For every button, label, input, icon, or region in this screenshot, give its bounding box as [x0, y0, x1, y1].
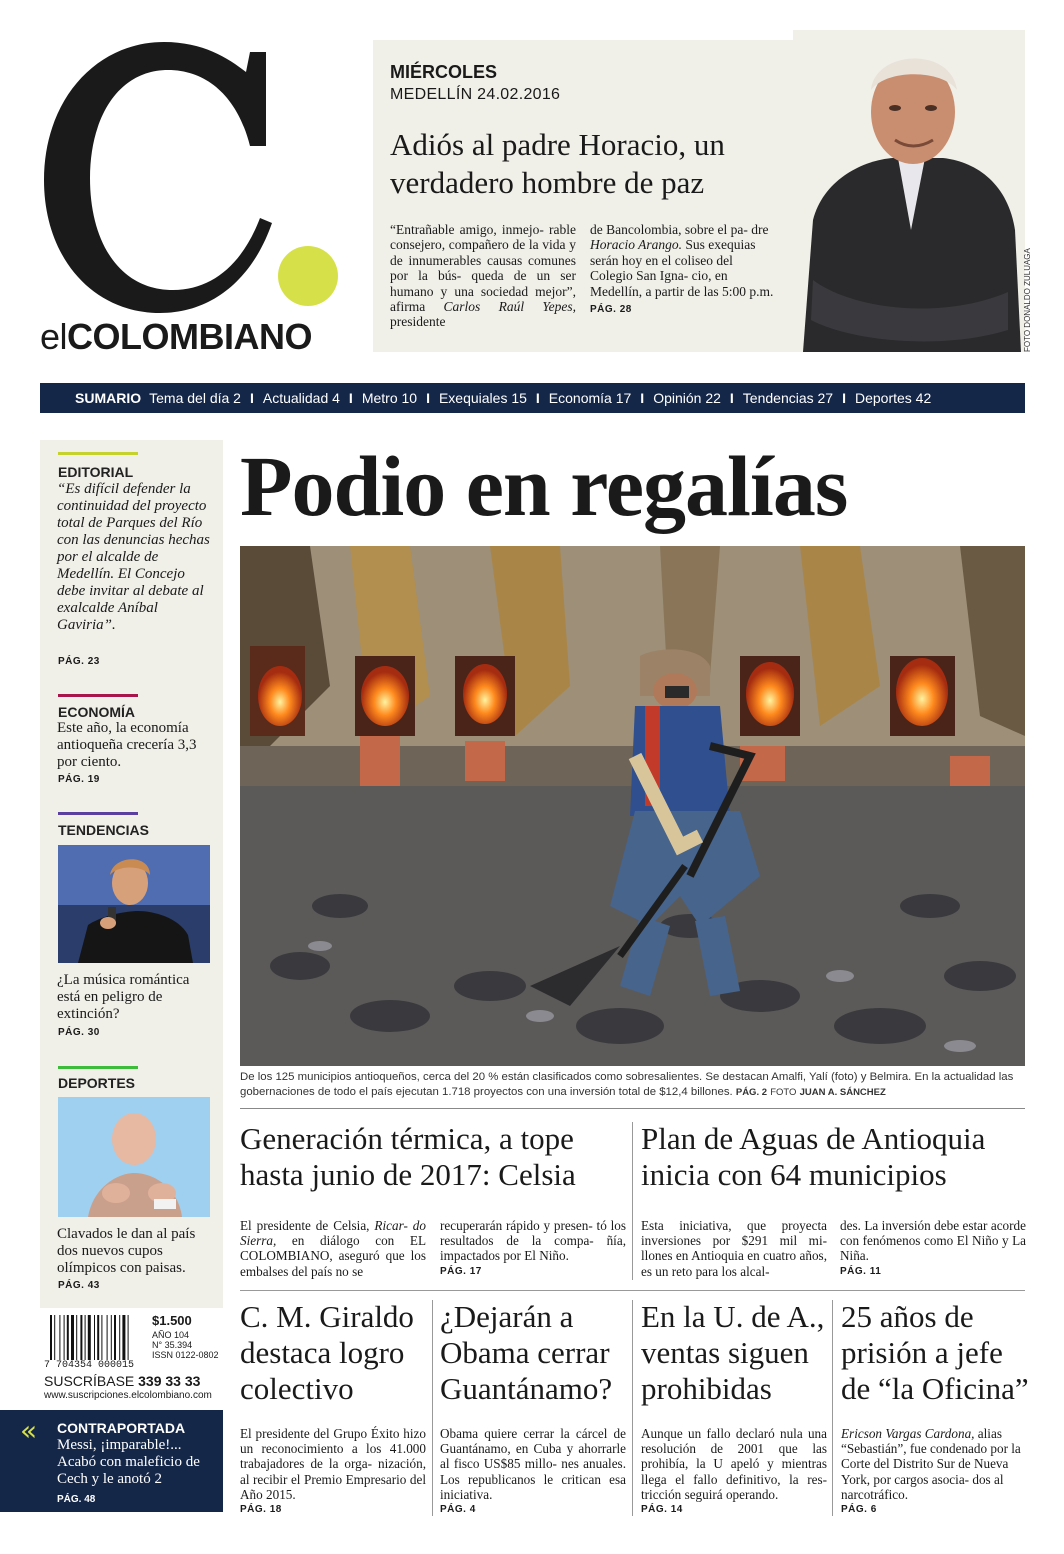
top-story-headline[interactable]: Adiós al padre Horacio, un verdadero hombre de paz: [390, 127, 725, 200]
oficina-text-body: alias “Sebastián”, fue condenado por la Corte del Distrito Sur de Nueva York, por cargos asocia- dos al narcotráfico.: [841, 1426, 1021, 1502]
barcode-stripe: [64, 1315, 65, 1360]
masthead-logo-c: [38, 28, 338, 318]
logo-prefix: el: [40, 316, 68, 357]
barcode-stripe: [114, 1315, 116, 1360]
main-photo-caption: [240, 1070, 1025, 1100]
sumario-sep: I: [348, 390, 353, 406]
celsia-text-col2: recuperarán rápido y presen- tó los resultados de la compa- ñía, impactados por El Niño.: [440, 1218, 626, 1264]
top-text-end: presidente: [390, 314, 446, 330]
deportes-rule: [58, 1066, 138, 1069]
photo-credit: FOTO DONALDO ZULUAGA: [1023, 248, 1032, 352]
barcode-stripe: [111, 1315, 112, 1360]
udea-page[interactable]: PÁG. 14: [641, 1504, 683, 1515]
contraportada-page[interactable]: PÁG. 48: [57, 1494, 96, 1505]
year-info: AÑO 104: [152, 1330, 190, 1340]
barcode-stripe: [59, 1315, 60, 1360]
sumario-bar: [40, 383, 1025, 413]
sumario-sep: I: [729, 390, 734, 406]
logo-name: COLOMBIANO: [67, 316, 313, 357]
tendencias-label[interactable]: TENDENCIAS: [58, 822, 150, 838]
issn: ISSN 0122-0802: [152, 1350, 219, 1360]
economia-rule: [58, 694, 138, 697]
sumario-item-tema[interactable]: Tema del día 2: [149, 390, 241, 406]
economia-label[interactable]: ECONOMÍA: [58, 704, 135, 720]
udea-text: Aunque un fallo declaró nula una resolución de 2001 que las prohibía, la U apeló y mientras llega el fallo definitivo, la res- tricción seguirá operando.: [641, 1426, 827, 1502]
barcode-stripe: [97, 1315, 99, 1360]
barcode-stripe: [67, 1315, 69, 1360]
divider: [432, 1300, 433, 1516]
barcode-stripe: [94, 1315, 95, 1360]
top-story-text-col2: [590, 222, 776, 317]
oficina-headline[interactable]: 25 años de prisión a jefe de “la Oficina”: [841, 1299, 1029, 1406]
top-text-italic-2: Horacio Arango.: [590, 237, 683, 253]
editorial-rule: [58, 452, 138, 455]
barcode-stripe: [76, 1315, 77, 1360]
sumario-item-opinion[interactable]: Opinión 22: [653, 390, 721, 406]
deportes-photo: [58, 1097, 210, 1217]
double-chevron-left-icon: «: [20, 1414, 38, 1447]
oficina-text-italic: Ericson Vargas Cardona,: [841, 1426, 975, 1441]
aguas-text-col1: Esta iniciativa, que proyecta inversiones por $291 mil mi- llones en Antioquia en cuatro años, es un reto para los alcal-: [641, 1218, 827, 1279]
divider: [240, 1290, 1025, 1291]
top-text-c: Sus exequias serán hoy en el coliseo del Colegio San Igna- cio, en Medellín, a partir de las 5:00 p.m.: [590, 237, 774, 299]
top-text-a: “Entrañable amigo, inmejo- rable consejero, compañero de la vida y de innumerables causas comunes por la bús- queda de un ser humano y una sociedad mejor”, afirma: [390, 222, 576, 315]
sumario-item-actualidad[interactable]: Actualidad 4: [262, 390, 340, 406]
giraldo-page[interactable]: PÁG. 18: [240, 1504, 282, 1515]
aguas-page[interactable]: PÁG. 11: [840, 1266, 882, 1277]
top-story-text-col1: [390, 222, 576, 330]
sumario-item-economia[interactable]: Economía 17: [548, 390, 632, 406]
barcode-stripe: [80, 1315, 82, 1360]
deportes-page[interactable]: PÁG. 43: [58, 1280, 100, 1291]
barcode: [48, 1315, 150, 1360]
aguas-text-col2: des. La inversión debe estar acorde con fenómenos como El Niño y La Niña.: [840, 1218, 1026, 1264]
contraportada-label: CONTRAPORTADA: [57, 1420, 186, 1436]
issue-number: N° 35.394: [152, 1340, 193, 1350]
celsia-page[interactable]: PÁG. 17: [440, 1266, 482, 1277]
portrait-photo: [793, 30, 1025, 352]
barcode-stripe: [71, 1315, 74, 1360]
barcode-stripe: [119, 1315, 120, 1360]
celsia-text-col1: [240, 1218, 426, 1279]
editorial-text: “Es difícil defender la continuidad del proyecto total de Parques del Río con las denuncias hechas por el alcalde de Medellín. El Concejo debe invitar al debate al exalcalde Aníbal Gaviria”.: [57, 481, 210, 633]
editorial-label[interactable]: EDITORIAL: [58, 464, 134, 480]
economia-page[interactable]: PÁG. 19: [58, 774, 100, 785]
subscribe-line[interactable]: [44, 1373, 200, 1389]
sumario-sep: I: [249, 390, 254, 406]
sumario-sep: I: [426, 390, 430, 406]
giraldo-text: El presidente del Grupo Éxito hizo un reconocimiento a los 41.000 trabajadores de la orga- nización, al recibir el Premio Empresario del Año 2015.: [240, 1426, 426, 1502]
price: $1.500: [152, 1313, 192, 1328]
masthead-wordmark[interactable]: [40, 316, 312, 358]
sumario-item-metro[interactable]: Metro 10: [361, 390, 418, 406]
barcode-stripe: [101, 1315, 102, 1360]
tendencias-photo: [58, 845, 210, 963]
caption-page[interactable]: PÁG. 2: [735, 1087, 768, 1098]
top-text-b: de Bancolombia, sobre el pa- dre: [590, 222, 769, 237]
barcode-stripe: [107, 1315, 108, 1360]
deportes-label[interactable]: DEPORTES: [58, 1075, 136, 1091]
main-photo: [240, 546, 1025, 1066]
weekday: MIÉRCOLES: [390, 62, 498, 82]
caption-text: De los 125 municipios antioqueños, cerca del 20 % están clasificados como sobresalientes. Se destacan Amalfi, Yalí (foto) y Belmira. En la actualidad las gobernaciones de todo el país ejecutan 1.718 proyectos con una inversión total de $12,4 billones.: [240, 1071, 1014, 1098]
sumario-sep: I: [640, 390, 645, 406]
obama-headline[interactable]: ¿Dejarán a Obama cerrar Guantánamo?: [440, 1299, 613, 1406]
tendencias-page[interactable]: PÁG. 30: [58, 1027, 100, 1038]
caption-foto-label: FOTO: [770, 1087, 797, 1098]
sumario-item-exequiales[interactable]: Exequiales 15: [438, 390, 527, 406]
barcode-stripe: [54, 1315, 55, 1360]
subscribe-url[interactable]: www.suscripciones.elcolombiano.com: [44, 1390, 212, 1401]
barcode-stripe: [128, 1315, 129, 1360]
sumario-sep: I: [535, 390, 540, 406]
divider: [240, 1108, 1025, 1109]
sumario-label: SUMARIO: [75, 390, 142, 406]
editorial-page[interactable]: PÁG. 23: [58, 656, 100, 667]
oficina-page[interactable]: PÁG. 6: [841, 1504, 877, 1515]
sumario-item-deportes[interactable]: Deportes 42: [854, 390, 932, 406]
oficina-text: [841, 1426, 1027, 1502]
deportes-text: Clavados le dan al país dos nuevos cupos olímpicos con paisas.: [57, 1226, 196, 1276]
top-story-page[interactable]: PÁG. 28: [590, 304, 632, 316]
celsia-headline[interactable]: Generación térmica, a tope hasta junio de 2017: Celsia: [240, 1121, 576, 1192]
barcode-stripe: [85, 1315, 86, 1360]
sumario-item-tendencias[interactable]: Tendencias 27: [742, 390, 834, 406]
celsia-text-a: El presidente de Celsia,: [240, 1218, 370, 1233]
divider: [832, 1300, 833, 1516]
giraldo-headline[interactable]: C. M. Giraldo destaca logro colectivo: [240, 1299, 414, 1406]
tendencias-rule: [58, 812, 138, 815]
barcode-number: 7 704354 000015: [44, 1360, 135, 1371]
obama-page[interactable]: PÁG. 4: [440, 1504, 476, 1515]
celsia-text-b: en diálogo con EL COLOMBIANO, aseguró que los embalses del país no se: [240, 1233, 427, 1279]
top-text-italic: Carlos Raúl Yepes,: [443, 299, 576, 315]
sumario-sep: I: [842, 390, 846, 406]
udea-headline[interactable]: En la U. de A., ventas siguen prohibidas: [641, 1299, 825, 1406]
barcode-stripe: [122, 1315, 125, 1360]
divider: [632, 1300, 633, 1516]
obama-text: Obama quiere cerrar la cárcel de Guantánamo, en Cuba y ahorrarle al fisco US$85 millo- nes anuales. Los republicanos le critican esa iniciativa.: [440, 1426, 626, 1502]
barcode-stripe: [50, 1315, 52, 1360]
contraportada-text: Messi, ¡imparable!... Acabó con maleficio de Cech y le anotó 2: [57, 1437, 200, 1487]
economia-text: Este año, la economía antioqueña crecería 3,3 por ciento.: [57, 720, 197, 770]
subscribe-phone: 339 33 33: [138, 1373, 201, 1389]
barcode-stripe: [88, 1315, 91, 1360]
dateline: MEDELLÍN 24.02.2016: [390, 86, 561, 103]
subscribe-label: SUSCRÍBASE: [44, 1373, 135, 1389]
celsia-text-italic: Ricar- do Sierra,: [240, 1218, 426, 1249]
tendencias-text: ¿La música romántica está en peligro de extinción?: [57, 972, 190, 1022]
main-headline[interactable]: Podio en regalías: [240, 438, 848, 534]
caption-credit: JUAN A. SÁNCHEZ: [799, 1087, 886, 1098]
aguas-headline[interactable]: Plan de Aguas de Antioquia inicia con 64 municipios: [641, 1121, 986, 1192]
divider: [632, 1122, 633, 1280]
